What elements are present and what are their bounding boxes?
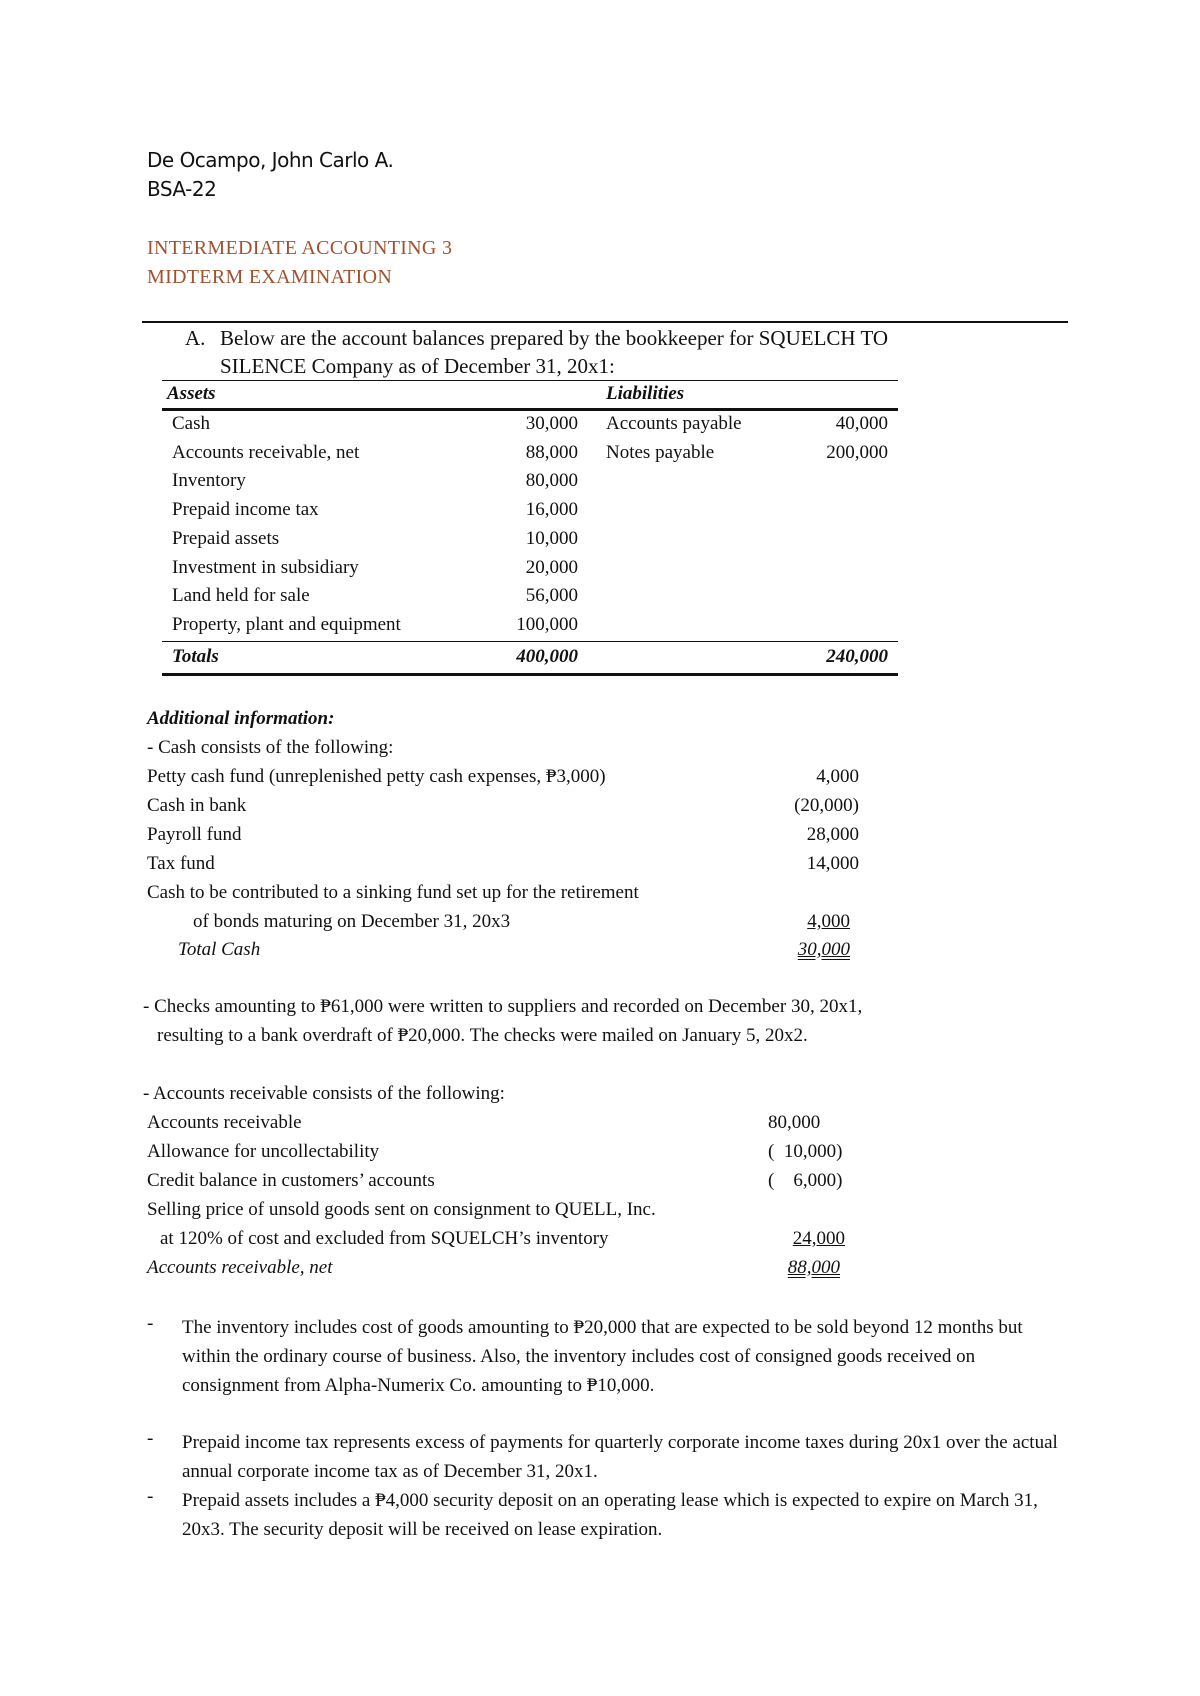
asset-label: Inventory [172,470,246,492]
liabilities-total: 240,000 [826,646,888,667]
asset-label: Investment in subsidiary [172,556,359,578]
cash-item-amount: 4,000 [816,766,859,787]
ar-intro: - Accounts receivable consists of the following: [143,1083,505,1104]
cash-item-label: Petty cash fund (unreplenished petty cash expenses, ₱3,000) [147,766,606,787]
ar-net-amount: 88,000 [787,1257,840,1278]
liability-amount: 40,000 [835,413,888,434]
liability-label: Notes payable [606,441,715,463]
cash-item-label: Tax fund [147,853,215,874]
asset-label: Prepaid income tax [172,499,319,521]
totals-top-rule [162,641,898,642]
asset-amount: 16,000 [525,499,578,521]
asset-amount: 30,000 [525,413,578,434]
table-bottom-rule [162,673,898,676]
ar-item-amount: 80,000 [768,1112,821,1133]
asset-amount: 100,000 [516,613,578,635]
bullet-text: Prepaid assets includes a ₱4,000 security deposit on an operating lease which is expected to expire on March 31, 20x3. The security deposit will be received on lease expiration. [182,1490,1038,1540]
ar-item-label: Allowance for uncollectability [147,1141,380,1162]
cash-item-amount: 14,000 [806,853,859,874]
ar-item-label: Credit balance in customers’ accounts [147,1170,435,1191]
bullet-dash: - [147,1428,154,1449]
bullet-dash: - [147,1486,154,1507]
assets-header: Assets [167,383,216,404]
consign-amount: 24,000 [792,1228,845,1249]
checks-line-1: - Checks amounting to ₱61,000 were written to suppliers and recorded on December 30, 20x1, [143,996,863,1017]
cash-item-label: Payroll fund [147,824,242,845]
totals-label: Totals [172,646,219,667]
asset-amount: 20,000 [525,556,578,578]
sinking-line-2: of bonds maturing on December 31, 20x3 [193,911,511,932]
asset-label: Accounts receivable, net [172,441,360,463]
additional-heading: Additional information: [147,708,335,729]
student-section: BSA-22 [147,177,217,201]
liability-label: Accounts payable [606,413,742,434]
liabilities-header: Liabilities [606,383,685,404]
checks-line-2: resulting to a bank overdraft of ₱20,000. The checks were mailed on January 5, 20x2. [157,1025,808,1046]
assets-total: 400,000 [516,646,578,667]
liability-amount: 200,000 [826,441,888,463]
total-cash-amount: 30,000 [797,939,850,960]
ar-net-label: Accounts receivable, net [147,1257,333,1278]
asset-label: Land held for sale [172,585,310,607]
cash-intro: - Cash consists of the following: [147,737,394,758]
asset-amount: 80,000 [525,470,578,492]
bullet-dash: - [147,1313,154,1334]
asset-amount: 88,000 [525,441,578,463]
section-divider [142,321,1068,323]
table-top-rule [162,380,898,381]
asset-label: Prepaid assets [172,527,280,549]
asset-label: Property, plant and equipment [172,613,401,635]
exam-title: MIDTERM EXAMINATION [147,266,393,288]
total-cash-label: Total Cash [178,939,261,960]
asset-amount: 10,000 [525,527,578,549]
student-name: De Ocampo, John Carlo A. [147,148,394,172]
bullet-text: The inventory includes cost of goods amounting to ₱20,000 that are expected to be sold beyond 12 months but within the ordinary course of business. Also, the inventory includes cost of consigned goods received on consignment from Alpha-Numerix Co. amounting to ₱10,000. [182,1317,1023,1396]
bullet-text: Prepaid income tax represents excess of payments for quarterly corporate income taxes during 20x1 over the actual annual corporate income tax as of December 31, 20x1. [182,1432,1058,1482]
course-title: INTERMEDIATE ACCOUNTING 3 [147,237,453,259]
sinking-amount: 4,000 [807,911,850,932]
question-marker: A. [185,326,206,350]
cash-item-amount: 28,000 [806,824,859,845]
consign-line-1: Selling price of unsold goods sent on consignment to QUELL, Inc. [147,1199,656,1220]
table-header-rule [162,408,898,411]
ar-item-amount: ( 6,000) [768,1170,843,1191]
cash-item-label: Cash in bank [147,795,247,816]
sinking-line-1: Cash to be contributed to a sinking fund set up for the retirement [147,882,639,903]
asset-label: Cash [172,413,210,434]
cash-item-amount: (20,000) [794,795,859,816]
ar-item-label: Accounts receivable [147,1112,302,1133]
question-line-2: SILENCE Company as of December 31, 20x1: [220,354,615,378]
consign-line-2: at 120% of cost and excluded from SQUELCH’s inventory [160,1228,609,1249]
ar-item-amount: ( 10,000) [768,1141,843,1162]
asset-amount: 56,000 [525,585,578,607]
question-line-1: Below are the account balances prepared by the bookkeeper for SQUELCH TO [220,326,889,350]
